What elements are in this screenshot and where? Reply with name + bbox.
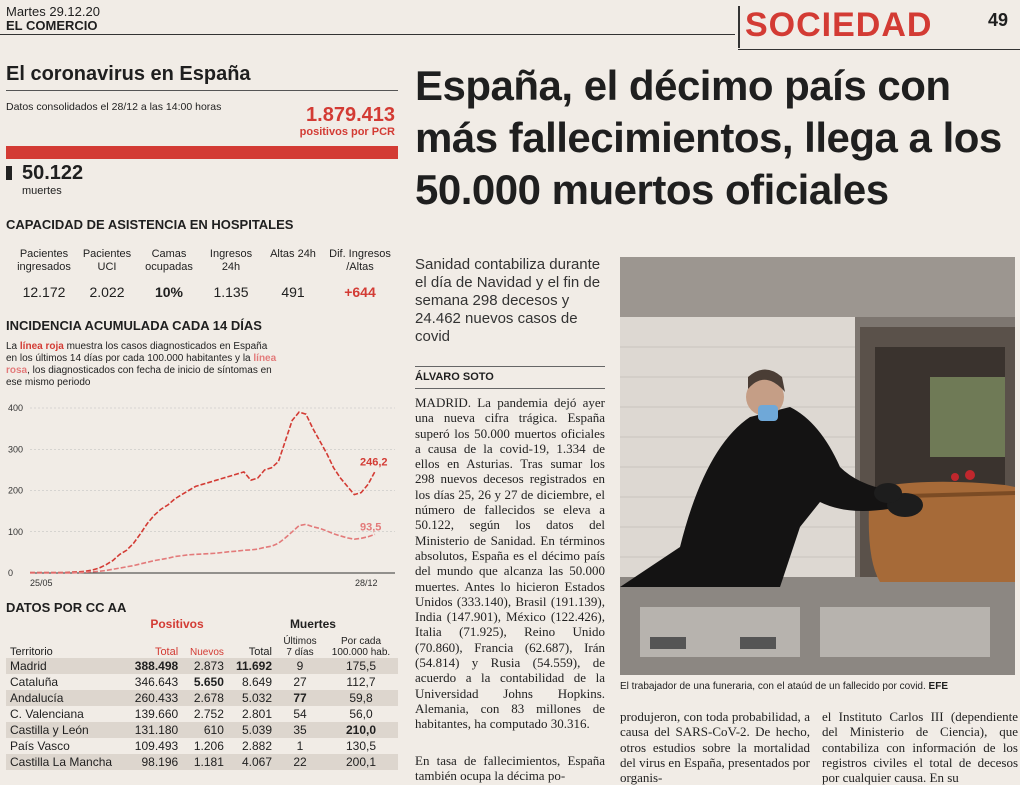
deaths-label: muertes [22, 185, 62, 197]
series-line-red [30, 412, 375, 572]
dead-7d-cell: 1 [296, 739, 304, 753]
article-body-col1: MADRID. La pandemia dejó ayer una nueva cifra trágica. España superó los 50.000 muertos oficiales a causa de la covid-19, 1.334 de ellos en Asturias. Tras sumar los 298 nuevos decesos registrados en los días 25, 26 y 27 de diciembre, el número de fallecidos se eleva a 50.122, según los datos del Ministerio de Sanidad. En términos absolutos, España es el décimo país del mundo que alcanza las 50.000 muertes. Antes lo hicieron Estados Unidos (333.140), Brasil (191.139), India (147.901), México (122.426), Italia (71.925), Reino Unido (70.860), Francia (62.687), Irán (54.814) y Rusia (54.559), de acuerdo a la contabilidad de la Universidad Johns Hopkins. Alemania, con 83 millones de habitantes, ha computado 30.316. [415, 395, 605, 732]
hospital-stats [6, 246, 398, 306]
photo-caption [620, 681, 1018, 692]
y-tick-label: 400 [8, 403, 24, 413]
caption-text: El trabajador de una funeraria, con el ataúd de un fallecido por covid. [620, 681, 926, 692]
rate-cell: 56,0 [349, 707, 373, 721]
pos-new-cell: 2.752 [193, 707, 224, 721]
ccaa-row [6, 738, 398, 754]
col-dead-7d: Últimos 7 días [283, 636, 317, 658]
dead-total-cell: 8.649 [241, 675, 272, 689]
hospital-title: CAPACIDAD DE ASISTENCIA EN HOSPITALES [6, 217, 294, 232]
pos-new-cell: 2.678 [193, 691, 224, 705]
top-rule [0, 34, 735, 35]
ccaa-row [6, 658, 398, 674]
rate-cell: 130,5 [345, 739, 377, 753]
pos-new-cell: 1.206 [193, 739, 224, 753]
article-body-col2: produjeron, con toda probabilidad, a causa del SARS-CoV-2. De hecho, otros estudios sobre la mortalidad del virus en España, presentados por organis- [620, 709, 810, 785]
hospital-label-admitted: Pacientes ingresados [17, 248, 71, 273]
territory-cell: Andalucía [10, 691, 64, 705]
article-body-col1-continued: En tasa de fallecimientos, España también ocupa la décima po- [415, 753, 605, 784]
incidence-desc-part: muestra los casos diagnosticados en España en los últimos 14 días por cada 100.000 habitantes y la [6, 341, 268, 364]
hospital-label-diff: Dif. Ingresos /Altas [329, 248, 391, 273]
ccaa-column-header [6, 632, 398, 658]
incidence-chart [0, 340, 400, 592]
ccaa-row [6, 674, 398, 690]
ccaa-row [6, 722, 398, 738]
hospital-value-discharges: 491 [281, 284, 305, 300]
rate-cell: 200,1 [345, 755, 377, 769]
dead-total-cell: 5.039 [241, 723, 272, 737]
article-photo [620, 257, 1015, 675]
deaths-value: 50.122 [22, 162, 84, 184]
rate-cell: 210,0 [345, 723, 377, 737]
pos-total-cell: 346.643 [134, 675, 179, 689]
funeral-worker-photo [620, 257, 1015, 675]
ccaa-row [6, 690, 398, 706]
pcr-positives-value: 1.879.413 [306, 104, 395, 126]
pcr-positives-label: positivos por PCR [299, 126, 395, 138]
col-territory: Territorio [10, 646, 53, 658]
positives-group: Positivos [150, 617, 204, 631]
y-tick-label: 200 [8, 485, 24, 496]
territory-cell: Castilla La Mancha [10, 755, 113, 769]
x-tick-label: 28/12 [355, 578, 378, 588]
dead-total-cell: 11.692 [235, 659, 272, 673]
dead-7d-cell: 35 [293, 723, 307, 737]
ccaa-title: DATOS POR CC AA [6, 600, 127, 615]
dead-7d-cell: 77 [293, 691, 307, 705]
incidence-desc-part: , los diagnosticados con fecha de inicio de síntomas en ese mismo periodo [6, 365, 272, 388]
newspaper-name: EL COMERCIO [6, 18, 98, 33]
article-headline: España, el décimo país con más fallecimientos, llega a los 50.000 muertos oficiales [415, 62, 1002, 213]
hospital-value-beds: 10% [154, 284, 184, 300]
col-dead-total: Total [248, 646, 272, 658]
sidebar-title: El coronavirus en España [6, 63, 251, 85]
deaths-marker [6, 166, 12, 180]
issue-date: Martes 29.12.20 [6, 4, 100, 19]
y-tick-label: 300 [8, 444, 24, 455]
dead-total-cell: 2.882 [241, 739, 272, 753]
incidence-desc-part: La [6, 341, 20, 352]
x-tick-label: 25/05 [30, 578, 53, 588]
section-title: SOCIEDAD [745, 6, 933, 44]
dead-total-cell: 4.067 [241, 755, 272, 769]
pos-total-cell: 260.433 [134, 691, 179, 705]
y-tick-label: 0 [8, 568, 14, 578]
ccaa-row [6, 706, 398, 722]
territory-cell: Madrid [10, 659, 47, 673]
section-rule [738, 49, 1020, 50]
ccaa-table [6, 616, 398, 770]
territory-cell: C. Valenciana [10, 707, 84, 721]
y-tick-label: 100 [8, 526, 24, 537]
positives-bar [6, 146, 398, 159]
col-pos-total: Total [154, 646, 179, 658]
article-deck: Sanidad contabiliza durante el día de Navidad y el fin de semana 298 decesos y 24.462 nuevos casos de covid [415, 256, 601, 345]
pos-total-cell: 139.660 [134, 707, 179, 721]
sidebar-title-rule [6, 90, 398, 91]
article-author: ÁLVARO SOTO [415, 371, 494, 383]
col-rate: Por cada 100.000 hab. [331, 636, 391, 658]
dead-7d-cell: 54 [293, 707, 307, 721]
dead-7d-cell: 27 [293, 675, 307, 689]
pos-total-cell: 109.493 [134, 739, 179, 753]
pos-new-cell: 5.650 [193, 675, 224, 689]
pos-new-cell: 1.181 [193, 755, 224, 769]
pos-total-cell: 388.498 [134, 659, 179, 673]
hospital-value-icu: 2.022 [89, 284, 125, 300]
rate-cell: 112,7 [346, 675, 376, 689]
caption-credit: EFE [928, 681, 948, 692]
consolidated-note: Datos consolidados el 28/12 a las 14:00 horas [6, 101, 222, 113]
dead-total-cell: 2.801 [241, 707, 272, 721]
series-end-label: 246,2 [360, 456, 388, 469]
territory-cell: Castilla y León [10, 723, 89, 737]
author-rule-top [415, 366, 605, 367]
rate-cell: 175,5 [345, 659, 377, 673]
hospital-value-admissions: 1.135 [213, 284, 249, 300]
dead-7d-cell: 22 [293, 755, 307, 769]
deaths-group: Muertes [289, 617, 336, 631]
ccaa-group-header [6, 616, 398, 632]
section-divider [738, 6, 740, 48]
article-body-col3: el Instituto Carlos III (dependiente del Ministerio de Ciencia), que contabiliza con información de los registros civiles el total de decesos por cualquier causa. En su [822, 709, 1018, 785]
series-end-label: 93,5 [360, 521, 382, 534]
hospital-label-discharges: Altas 24h [270, 248, 316, 260]
author-rule-bottom [415, 388, 605, 389]
pos-new-cell: 610 [203, 723, 224, 737]
ccaa-row [6, 754, 398, 770]
col-pos-new: Nuevos [190, 647, 224, 658]
hospital-label-admissions: Ingresos 24h [209, 248, 253, 273]
hospital-value-diff: +644 [344, 284, 376, 300]
pos-total-cell: 98.196 [141, 755, 179, 769]
incidence-title: INCIDENCIA ACUMULADA CADA 14 DÍAS [6, 318, 262, 333]
pos-total-cell: 131.180 [134, 723, 179, 737]
hospital-value-admitted: 12.172 [22, 284, 66, 300]
hospital-label-icu: Pacientes UCI [82, 248, 132, 273]
red-line-label: línea roja [19, 341, 64, 352]
rate-cell: 59,8 [349, 691, 373, 705]
territory-cell: Cataluña [10, 675, 59, 689]
dead-total-cell: 5.032 [241, 691, 272, 705]
dead-7d-cell: 9 [296, 659, 304, 673]
pink-line-label: línea rosa [6, 353, 277, 376]
pos-new-cell: 2.873 [193, 659, 224, 673]
hospital-label-beds: Camas ocupadas [145, 248, 193, 273]
territory-cell: País Vasco [10, 739, 70, 753]
page-number: 49 [988, 10, 1009, 30]
